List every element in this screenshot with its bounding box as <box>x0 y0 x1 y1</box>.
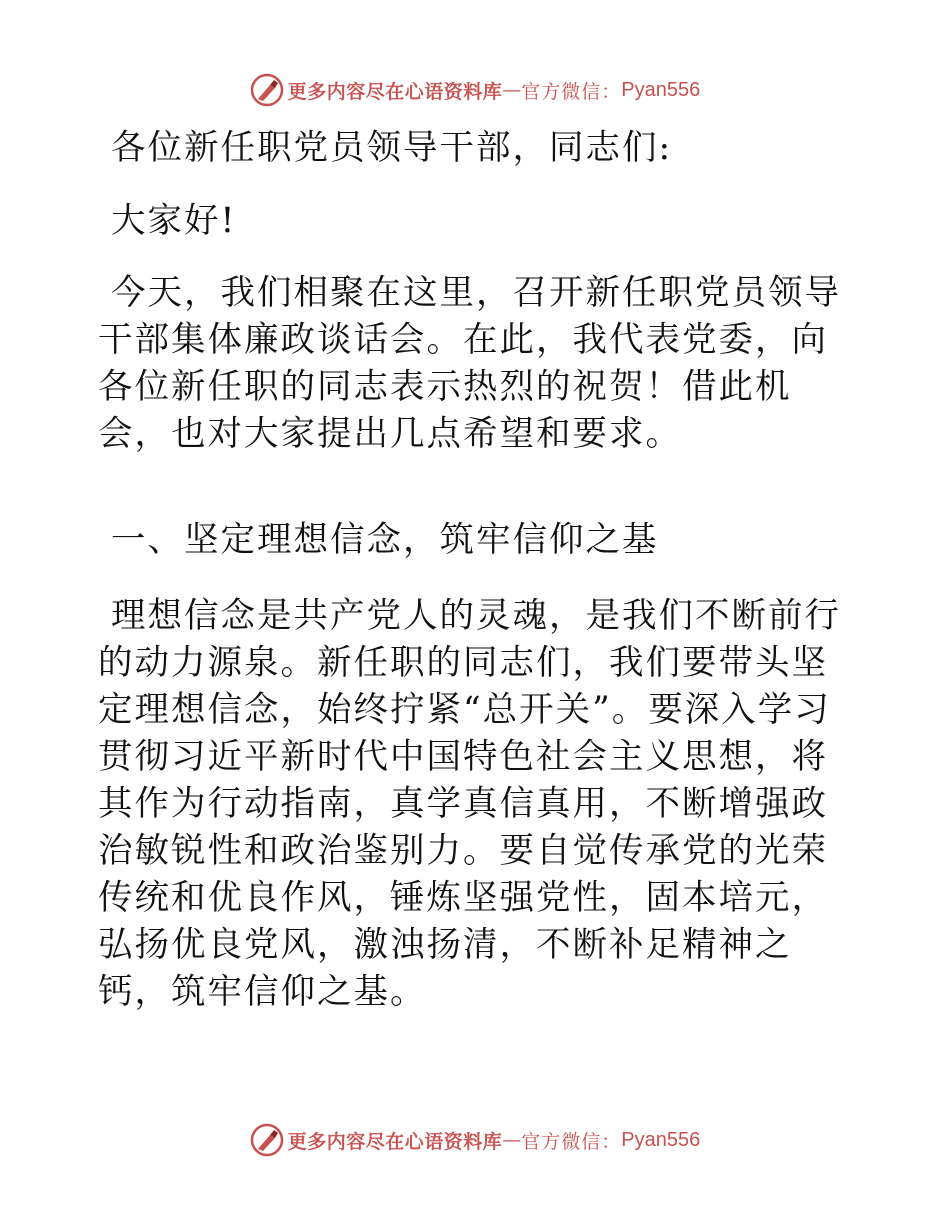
banner-site-name: 更多内容尽在心语资料库 <box>287 1130 503 1153</box>
banner-wechat-label: 官方微信： <box>521 1130 622 1153</box>
banner-wechat-id: Pyan556 <box>621 78 701 101</box>
header-banner <box>0 70 950 110</box>
banner-separator: — <box>502 79 522 101</box>
banner-wechat-id: Pyan556 <box>621 1128 701 1151</box>
pen-logo-icon <box>250 73 284 107</box>
pen-logo-icon <box>250 1123 284 1157</box>
banner-site-name: 更多内容尽在心语资料库 <box>287 80 503 103</box>
section-heading-1: 一、坚定理想信念，筑牢信仰之基 <box>98 520 659 560</box>
greeting: 大家好! <box>98 201 237 241</box>
intro-paragraph: 今天，我们相聚在这里，召开新任职党员领导干部集体廉政谈话会。在此，我代表党委，向各位新任职的同志表示热烈的祝贺！借此机会，也对大家提出几点希望和要求。 <box>98 273 841 454</box>
section-body-1: 理想信念是共产党人的灵魂，是我们不断前行的动力源泉。新任职的同志们，我们要带头坚定理想信念，始终拧紧“总开关”。要深入学习贯彻习近平新时代中国特色社会主义思想，将其作为行动指南，真学真信真用，不断增强政治敏锐性和政治鉴别力。要自觉传承党的光荣传统和优良作风，锤炼坚强党性，固本培元，弘扬优良党风，激浊扬清，不断补足精神之钙，筑牢信仰之基。 <box>98 596 841 1012</box>
banner-separator: — <box>502 1129 522 1151</box>
salutation: 各位新任职党员领导干部，同志们: <box>98 128 673 168</box>
banner-wechat-label: 官方微信： <box>521 80 622 103</box>
footer-banner <box>0 1120 950 1160</box>
